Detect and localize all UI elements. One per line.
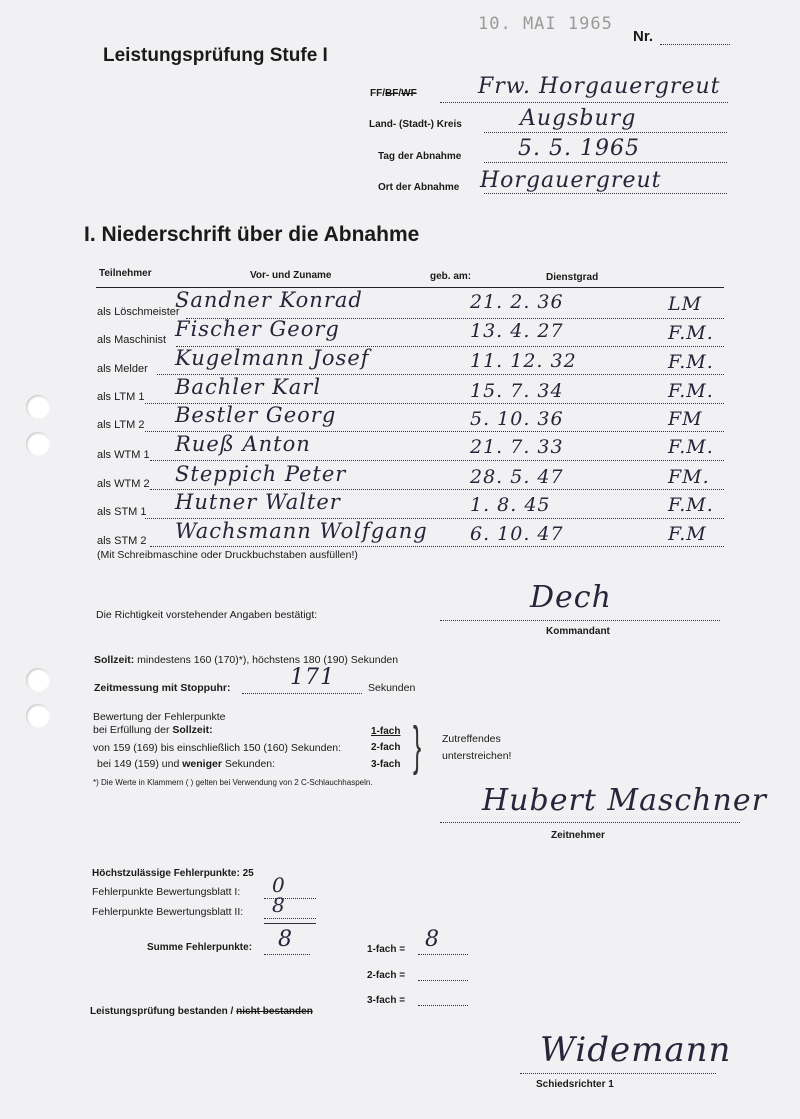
blatt2-line xyxy=(264,918,316,919)
punch-hole xyxy=(26,668,50,692)
row-rank[interactable]: F.M. xyxy=(668,436,714,458)
row-role: als Maschinist xyxy=(97,334,167,346)
grade-1fach[interactable]: 1-fach xyxy=(371,726,401,737)
bewertung-heading: Bewertung der Fehlerpunkte xyxy=(93,711,226,723)
zeitmessung-unit: Sekunden xyxy=(368,682,416,694)
ff-label: FF/BF/WF xyxy=(370,88,417,99)
row-date[interactable]: 13. 4. 27 xyxy=(470,320,564,342)
punch-hole xyxy=(26,704,50,728)
row-date[interactable]: 15. 7. 34 xyxy=(470,380,564,402)
col-header-geb: geb. am: xyxy=(430,271,472,282)
grade-3fach[interactable]: 3-fach xyxy=(371,759,401,770)
col-header-dienstgrad: Dienstgrad xyxy=(546,272,599,283)
col-header-teilnehmer: Teilnehmer xyxy=(99,268,152,279)
row-rank[interactable]: F.M. xyxy=(668,322,714,344)
blatt2-value[interactable]: 8 xyxy=(272,893,286,917)
zeitmessung-line xyxy=(242,693,362,694)
footnote: *) Die Werte in Klammern ( ) gelten bei Verwendung von 2 C-Schlauchhaspeln. xyxy=(93,778,373,787)
row-name[interactable]: Fischer Georg xyxy=(175,317,340,341)
section-title: I. Niederschrift über die Abnahme xyxy=(84,223,420,246)
row-rank[interactable]: F.M. xyxy=(668,380,714,402)
result-line: Leistungsprüfung bestanden / nicht bestanden xyxy=(90,1006,313,1017)
row-name[interactable]: Hutner Walter xyxy=(175,490,341,514)
row-rank[interactable]: FM. xyxy=(668,466,710,488)
fach1-line xyxy=(418,954,468,955)
row-date[interactable]: 21. 7. 33 xyxy=(470,436,564,458)
row-name[interactable]: Bachler Karl xyxy=(175,375,322,399)
tag-value[interactable]: 5. 5. 1965 xyxy=(518,136,640,161)
row-name[interactable]: Bestler Georg xyxy=(175,403,337,427)
fach1-label: 1-fach = xyxy=(367,944,406,955)
nr-label: Nr. xyxy=(633,28,654,45)
zeitnehmer-signature[interactable]: Hubert Maschner xyxy=(482,783,767,818)
bewertung-range: von 159 (169) bis einschließlich 150 (160) Sekunden: xyxy=(93,742,342,754)
row-name[interactable]: Wachsmann Wolfgang xyxy=(175,519,428,543)
row-rank[interactable]: F.M xyxy=(668,523,707,545)
sum-rule xyxy=(264,923,316,924)
max-fehler: Höchstzulässige Fehlerpunkte: 25 xyxy=(92,868,254,879)
row-date[interactable]: 6. 10. 47 xyxy=(470,523,564,545)
punch-hole xyxy=(26,395,50,419)
row-line xyxy=(150,460,724,461)
schiedsrichter-signature[interactable]: Widemann xyxy=(540,1030,732,1070)
nr-field[interactable] xyxy=(660,44,730,45)
blatt1-value[interactable]: 0 xyxy=(272,873,286,897)
summe-label: Summe Fehlerpunkte: xyxy=(147,942,253,953)
row-role: als LTM 2 xyxy=(97,419,145,431)
row-date[interactable]: 1. 8. 45 xyxy=(470,494,551,516)
page-title: Leistungsprüfung Stufe I xyxy=(103,45,328,66)
summe-value[interactable]: 8 xyxy=(278,927,293,952)
row-role: als LTM 1 xyxy=(97,391,145,403)
row-date[interactable]: 5. 10. 36 xyxy=(470,408,564,430)
row-role: als STM 2 xyxy=(97,535,147,547)
tag-field-line xyxy=(484,162,727,163)
zeitnehmer-line xyxy=(440,822,740,823)
row-date[interactable]: 28. 5. 47 xyxy=(470,466,564,488)
ort-value[interactable]: Horgauergreut xyxy=(480,168,662,193)
row-role: als WTM 2 xyxy=(97,478,150,490)
col-header-name: Vor- und Zuname xyxy=(250,270,332,281)
ort-label: Ort der Abnahme xyxy=(378,182,460,193)
zeitnehmer-label: Zeitnehmer xyxy=(551,830,605,841)
row-role: als Melder xyxy=(97,363,148,375)
grade-2fach[interactable]: 2-fach xyxy=(371,742,401,753)
bewertung-sollzeit: bei Erfüllung der Sollzeit: xyxy=(93,724,213,736)
row-role: als Löschmeister xyxy=(97,306,180,318)
table-note: (Mit Schreibmaschine oder Druckbuchstaben ausfüllen!) xyxy=(97,549,358,561)
blatt1-label: Fehlerpunkte Bewertungsblatt I: xyxy=(92,886,241,898)
row-name[interactable]: Kugelmann Josef xyxy=(175,346,370,370)
blatt2-label: Fehlerpunkte Bewertungsblatt II: xyxy=(92,906,244,918)
row-name[interactable]: Sandner Konrad xyxy=(175,288,363,312)
zeitmessung-value[interactable]: 171 xyxy=(290,665,335,690)
ff-value[interactable]: Frw. Horgauergreut xyxy=(478,74,721,99)
row-rank[interactable]: F.M. xyxy=(668,494,714,516)
zeitmessung-label: Zeitmessung mit Stoppuhr: xyxy=(94,682,231,694)
row-rank[interactable]: FM xyxy=(668,408,703,430)
row-date[interactable]: 11. 12. 32 xyxy=(470,350,577,372)
confirm-text: Die Richtigkeit vorstehender Angaben bestätigt: xyxy=(96,609,318,621)
ort-field-line xyxy=(484,193,727,194)
ff-field-line xyxy=(440,102,728,103)
fach3-label: 3-fach = xyxy=(367,995,406,1006)
row-date[interactable]: 21. 2. 36 xyxy=(470,291,564,313)
kommandant-signature[interactable]: Dech xyxy=(530,580,612,615)
fach2-label: 2-fach = xyxy=(367,970,406,981)
fach2-line[interactable] xyxy=(418,980,468,981)
row-name[interactable]: Rueß Anton xyxy=(175,432,311,456)
tag-label: Tag der Abnahme xyxy=(378,151,462,162)
row-line xyxy=(150,546,724,547)
summe-line xyxy=(264,954,310,955)
punch-hole xyxy=(26,432,50,456)
schiedsrichter-label: Schiedsrichter 1 xyxy=(536,1079,614,1090)
hint-1: Zutreffendes xyxy=(442,733,501,745)
bewertung-weniger: bei 149 (159) und weniger Sekunden: xyxy=(97,758,276,770)
row-name[interactable]: Steppich Peter xyxy=(175,462,347,486)
fach1-value[interactable]: 8 xyxy=(425,927,440,952)
kreis-value[interactable]: Augsburg xyxy=(520,106,637,131)
brace: } xyxy=(412,716,422,776)
row-role: als STM 1 xyxy=(97,506,147,518)
hint-2: unterstreichen! xyxy=(442,750,512,762)
row-rank[interactable]: LM xyxy=(668,293,703,315)
date-stamp: 10. MAI 1965 xyxy=(478,14,613,34)
fach3-line[interactable] xyxy=(418,1005,468,1006)
row-rank[interactable]: F.M. xyxy=(668,351,714,373)
schiedsrichter-line xyxy=(520,1073,716,1074)
kommandant-label: Kommandant xyxy=(546,626,610,637)
kreis-field-line xyxy=(484,132,727,133)
kreis-label: Land- (Stadt-) Kreis xyxy=(369,119,462,130)
sollzeit-line: Sollzeit: mindestens 160 (170)*), höchstens 180 (190) Sekunden xyxy=(94,654,399,666)
kommandant-line xyxy=(440,620,720,621)
row-role: als WTM 1 xyxy=(97,449,150,461)
